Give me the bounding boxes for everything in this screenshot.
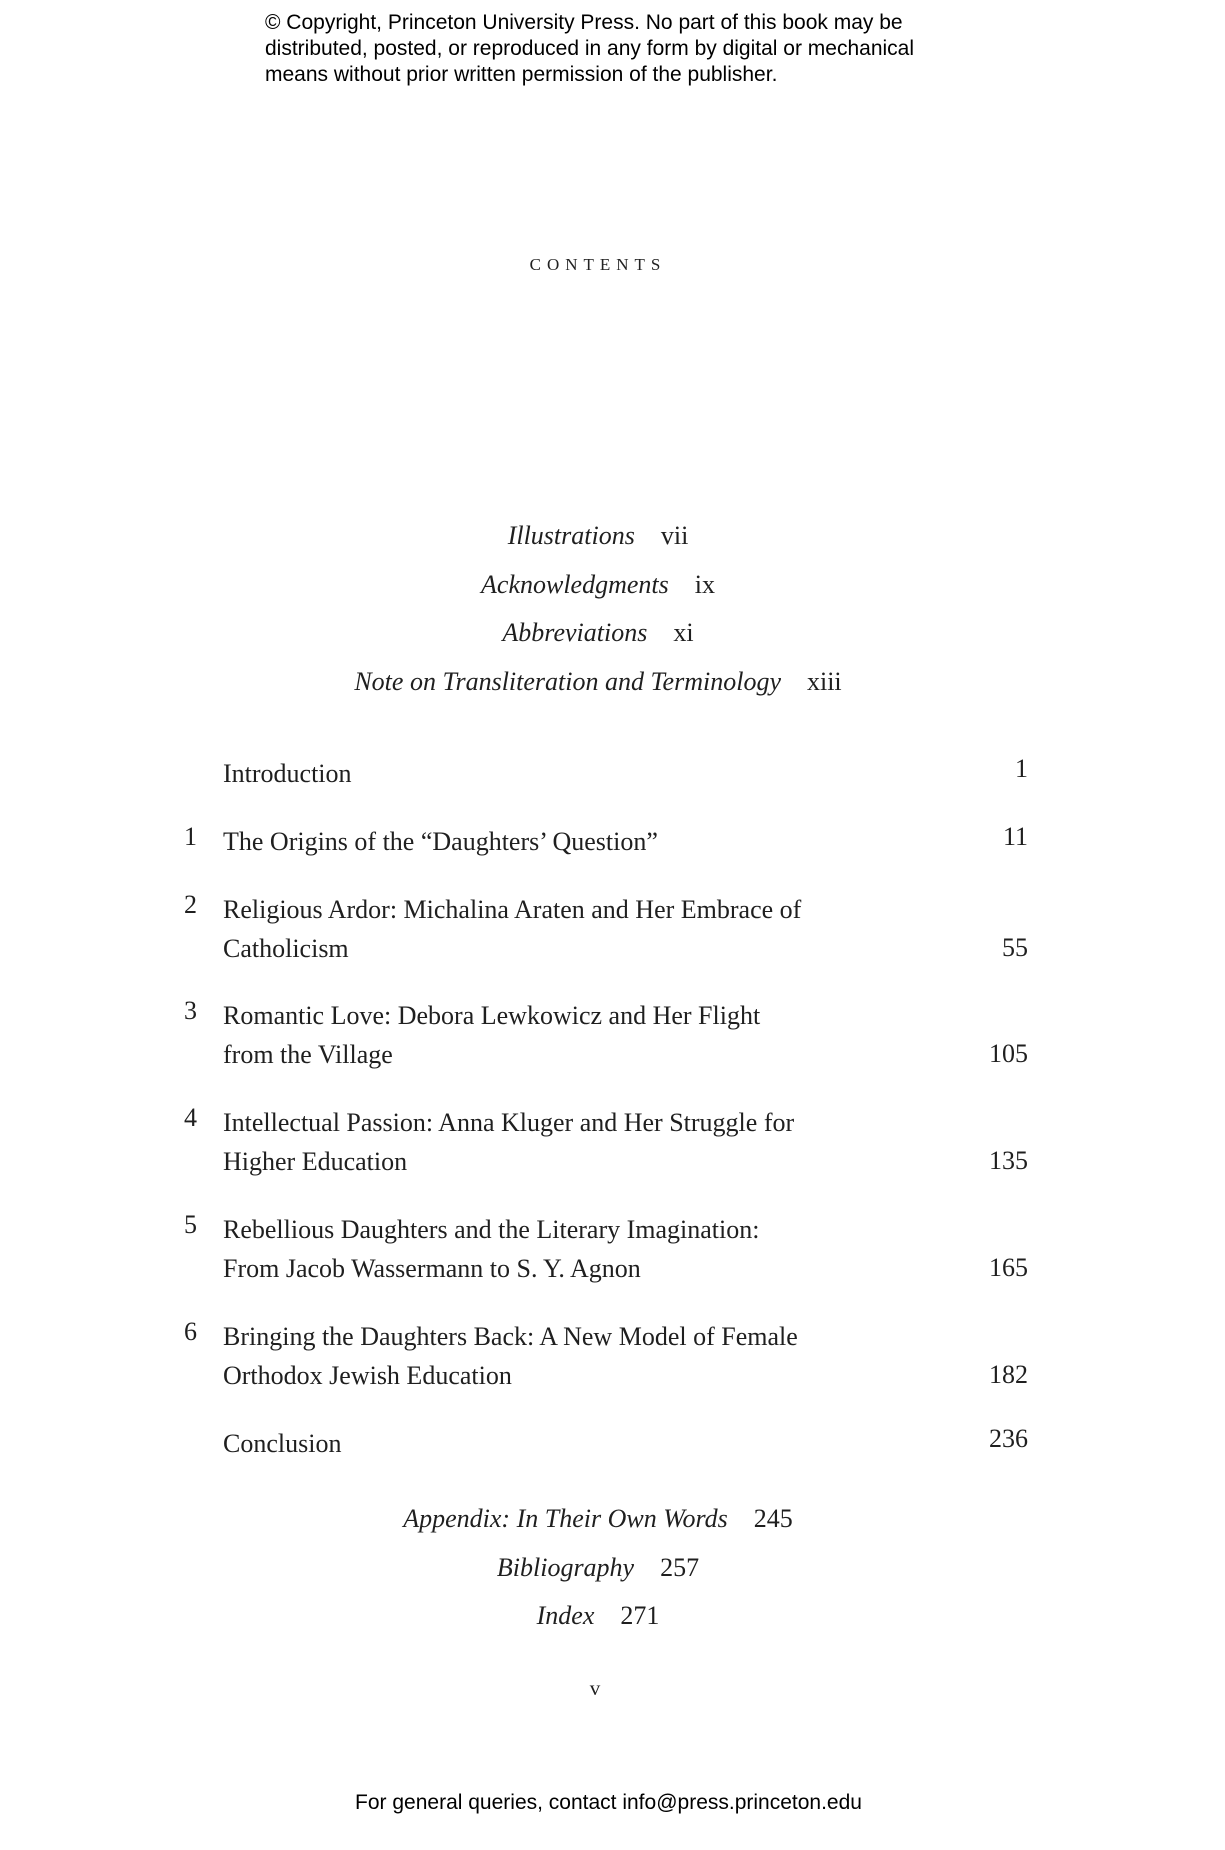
chapter-page: 165	[989, 1253, 1028, 1282]
entry-title: Abbreviations	[502, 618, 648, 647]
chapter-page: 236	[989, 1424, 1028, 1453]
front-matter-entry[interactable]	[0, 512, 1196, 561]
chapter-title: Conclusion	[223, 1429, 342, 1458]
chapter-title: Bringing the Daughters Back: A New Model of Female Orthodox Jewish Education	[223, 1322, 798, 1390]
chapter-title: Rebellious Daughters and the Literary Imagination: From Jacob Wassermann to S. Y. Agnon	[223, 1215, 760, 1283]
chapter-page: 11	[1002, 822, 1028, 851]
copyright-line: © Copyright, Princeton University Press. No part of this book may be	[265, 11, 903, 34]
entry-title: Index	[536, 1601, 595, 1630]
chapter-title: Religious Ardor: Michalina Araten and Her Embrace of Catholicism	[223, 895, 802, 963]
copyright-notice	[265, 10, 985, 88]
chapter-entry-6[interactable]	[0, 1317, 1225, 1397]
chapter-number: 4	[184, 1103, 197, 1132]
copyright-line: distributed, posted, or reproduced in any form by digital or mechanical	[265, 37, 915, 60]
chapter-entry-3[interactable]	[0, 996, 1225, 1076]
chapter-entry-4[interactable]	[0, 1103, 1225, 1183]
back-matter-list	[0, 1495, 1196, 1641]
front-matter-entry[interactable]	[0, 561, 1196, 610]
front-matter-entry[interactable]	[0, 609, 1196, 658]
entry-page: 245	[753, 1504, 793, 1533]
chapter-title: Romantic Love: Debora Lewkowicz and Her Flight from the Village	[223, 1001, 761, 1069]
chapter-entry-1[interactable]	[0, 822, 1225, 862]
back-matter-entry[interactable]	[0, 1495, 1196, 1544]
copyright-line: means without prior written permission of the publisher.	[265, 63, 778, 86]
chapter-number: 5	[184, 1210, 197, 1239]
chapter-number: 1	[184, 822, 197, 851]
page-folio: v	[589, 1676, 601, 1700]
entry-title: Appendix: In Their Own Words	[403, 1504, 728, 1533]
entry-page: xiii	[806, 666, 842, 696]
chapter-page: 135	[989, 1146, 1028, 1175]
chapter-number: 6	[184, 1317, 197, 1346]
front-matter-entry[interactable]	[0, 658, 1196, 707]
entry-title: Bibliography	[496, 1552, 635, 1582]
chapter-page: 182	[989, 1360, 1028, 1389]
entry-page: 257	[660, 1552, 700, 1582]
chapter-page: 55	[1002, 933, 1028, 962]
back-matter-entry[interactable]	[0, 1544, 1196, 1593]
entry-page: 271	[620, 1601, 660, 1630]
page-title: contents	[529, 250, 667, 276]
chapter-title: Intellectual Passion: Anna Kluger and Her Struggle for Higher Education	[223, 1108, 795, 1176]
chapter-entry-2[interactable]	[0, 890, 1225, 970]
chapter-entry-conclusion[interactable]	[0, 1424, 1225, 1464]
entry-page: xi	[673, 618, 694, 647]
chapter-number: 3	[184, 996, 197, 1025]
chapter-title: The Origins of the “Daughters’ Question”	[223, 827, 658, 856]
entry-page: vii	[660, 521, 689, 550]
back-matter-entry[interactable]	[0, 1592, 1196, 1641]
chapter-title: Introduction	[223, 759, 352, 788]
entry-page: ix	[694, 569, 715, 599]
entry-title: Acknowledgments	[481, 569, 669, 599]
chapter-entry-introduction[interactable]	[0, 754, 1225, 794]
entry-title: Note on Transliteration and Terminology	[354, 666, 781, 696]
entry-title: Illustrations	[507, 521, 635, 550]
chapter-number: 2	[184, 890, 197, 919]
chapter-entry-5[interactable]	[0, 1210, 1225, 1290]
chapter-page: 1	[1015, 754, 1028, 783]
front-matter-list	[0, 512, 1196, 706]
chapter-page: 105	[989, 1039, 1028, 1068]
footer-contact: For general queries, contact info@press.princeton.edu	[355, 1791, 862, 1814]
